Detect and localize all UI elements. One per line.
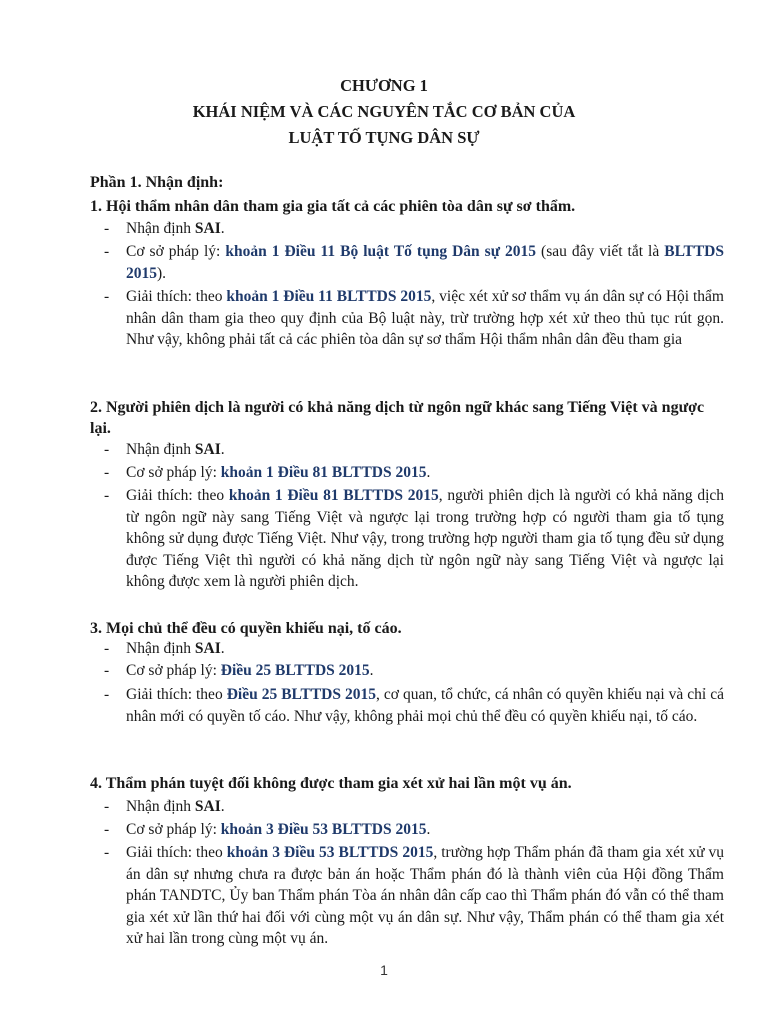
question-4: 4. Thẩm phán tuyệt đối không được tham gia xét xử hai lần một vụ án.	[90, 775, 572, 792]
explanation-text: Giải thích: theo khoản 1 Điều 81 BLTTDS 2015, người phiên dịch là người có khả năng dịch từ ngôn ngữ này sang Tiếng Việt và ngược lại trong trường hợp có người tham gia tố tụng không sử dụng được Tiếng Việt. Như vậy, trong trường hợp người tham gia tố tụng đều sử dụng được Tiếng Việt thì người có khả năng dịch từ ngôn ngữ này sang Tiếng Việt và ngược lại không được xem là người phiên dịch.	[126, 487, 725, 590]
verdict-3	[104, 638, 724, 660]
bullet-dash: -	[104, 464, 110, 481]
bullet-dash: -	[104, 243, 110, 260]
verdict-value: SAI	[194, 441, 221, 458]
verdict-1	[104, 218, 724, 240]
legal-basis-4	[104, 819, 724, 841]
bullet-dash: -	[104, 640, 110, 657]
legal-citation: BLTTDS 2015	[126, 243, 724, 282]
bullet-dash: -	[104, 821, 110, 838]
bullet-dash: -	[104, 441, 110, 458]
bullet-dash: -	[104, 798, 110, 815]
legal-basis-2	[104, 462, 724, 484]
legal-citation: khoản 1 Điều 81 BLTTDS 2015	[220, 464, 427, 481]
legal-citation: Điều 25 BLTTDS 2015	[226, 686, 376, 703]
part-title: Phần 1. Nhận định:	[90, 174, 224, 191]
legal-citation: khoản 3 Điều 53 BLTTDS 2015	[220, 821, 427, 838]
chapter-title-line1: KHÁI NIỆM VÀ CÁC NGUYÊN TẮC CƠ BẢN CỦA	[192, 102, 576, 121]
explanation-4	[104, 842, 724, 950]
verdict-text: Nhận định SAI.	[126, 220, 225, 237]
bullet-dash: -	[104, 487, 110, 504]
legal-basis-text: Cơ sở pháp lý: khoản 3 Điều 53 BLTTDS 2015.	[126, 821, 431, 838]
bullet-dash: -	[104, 662, 110, 679]
explanation-text: Giải thích: theo khoản 1 Điều 11 BLTTDS 2015, việc xét xử sơ thẩm vụ án dân sự có Hội thẩm nhân dân tham gia theo quy định của Bộ luật này, trừ trường hợp xét xử theo thủ tục rút gọn. Như vậy, không phải tất cả các phiên tòa dân sự sơ thẩm Hội thẩm nhân dân đều tham gia	[126, 288, 724, 348]
legal-citation: khoản 1 Điều 11 Bộ luật Tố tụng Dân sự 2015	[225, 243, 537, 260]
verdict-value: SAI	[194, 798, 221, 815]
bullet-dash: -	[104, 288, 110, 305]
page-number: 1	[380, 962, 388, 978]
verdict-text: Nhận định SAI.	[126, 441, 225, 458]
verdict-value: SAI	[194, 640, 221, 657]
legal-basis-text: Cơ sở pháp lý: khoản 1 Điều 81 BLTTDS 2015.	[126, 464, 431, 481]
legal-basis-3	[104, 660, 724, 682]
explanation-2	[104, 485, 724, 593]
explanation-1	[104, 286, 724, 351]
legal-citation: khoản 1 Điều 81 BLTTDS 2015	[228, 487, 439, 504]
explanation-3	[104, 684, 724, 727]
explanation-text: Giải thích: theo Điều 25 BLTTDS 2015, cơ quan, tổ chức, cá nhân có quyền khiếu nại và chỉ cá nhân mới có quyền tố cáo. Như vậy, không phải mọi chủ thể đều có quyền khiếu nại, tố cáo.	[126, 686, 724, 725]
legal-citation: Điều 25 BLTTDS 2015	[220, 662, 370, 679]
bullet-dash: -	[104, 220, 110, 237]
legal-basis-text: Cơ sở pháp lý: khoản 1 Điều 11 Bộ luật Tố tụng Dân sự 2015 (sau đây viết tắt là BLTTDS 2015).	[126, 243, 724, 282]
verdict-value: SAI	[194, 220, 221, 237]
verdict-text: Nhận định SAI.	[126, 640, 225, 657]
bullet-dash: -	[104, 844, 110, 861]
verdict-2	[104, 439, 724, 461]
legal-citation: khoản 1 Điều 11 BLTTDS 2015	[226, 288, 432, 305]
question-1: 1. Hội thẩm nhân dân tham gia gia tất cả các phiên tòa dân sự sơ thẩm.	[90, 198, 576, 215]
explanation-text: Giải thích: theo khoản 3 Điều 53 BLTTDS 2015, trường hợp Thẩm phán đã tham gia xét xử vụ án dân sự nhưng chưa ra được bản án hoặc Thẩm phán đó là thành viên của Hội đồng Thẩm phán TANDTC, Ủy ban Thẩm phán Tòa án nhân dân cấp cao thì Thẩm phán đó vẫn có thể tham gia xét xử lần thứ hai đối với cùng một vụ án dân sự. Như vậy, Thẩm phán có thể tham gia xét xử hai lần trong cùng một vụ án.	[126, 844, 725, 947]
verdict-text: Nhận định SAI.	[126, 798, 225, 815]
legal-basis-text: Cơ sở pháp lý: Điều 25 BLTTDS 2015.	[126, 662, 374, 679]
legal-citation: khoản 3 Điều 53 BLTTDS 2015	[226, 844, 434, 861]
chapter-number: CHƯƠNG 1	[340, 76, 428, 95]
chapter-title-line2: LUẬT TỐ TỤNG DÂN SỰ	[288, 128, 480, 147]
legal-basis-1	[104, 241, 724, 284]
verdict-4	[104, 796, 724, 818]
question-2: 2. Người phiên dịch là người có khả năng dịch từ ngôn ngữ khác sang Tiếng Việt và ngược lại.	[90, 399, 705, 437]
bullet-dash: -	[104, 686, 110, 703]
question-3: 3. Mọi chủ thể đều có quyền khiếu nại, tố cáo.	[90, 620, 402, 637]
